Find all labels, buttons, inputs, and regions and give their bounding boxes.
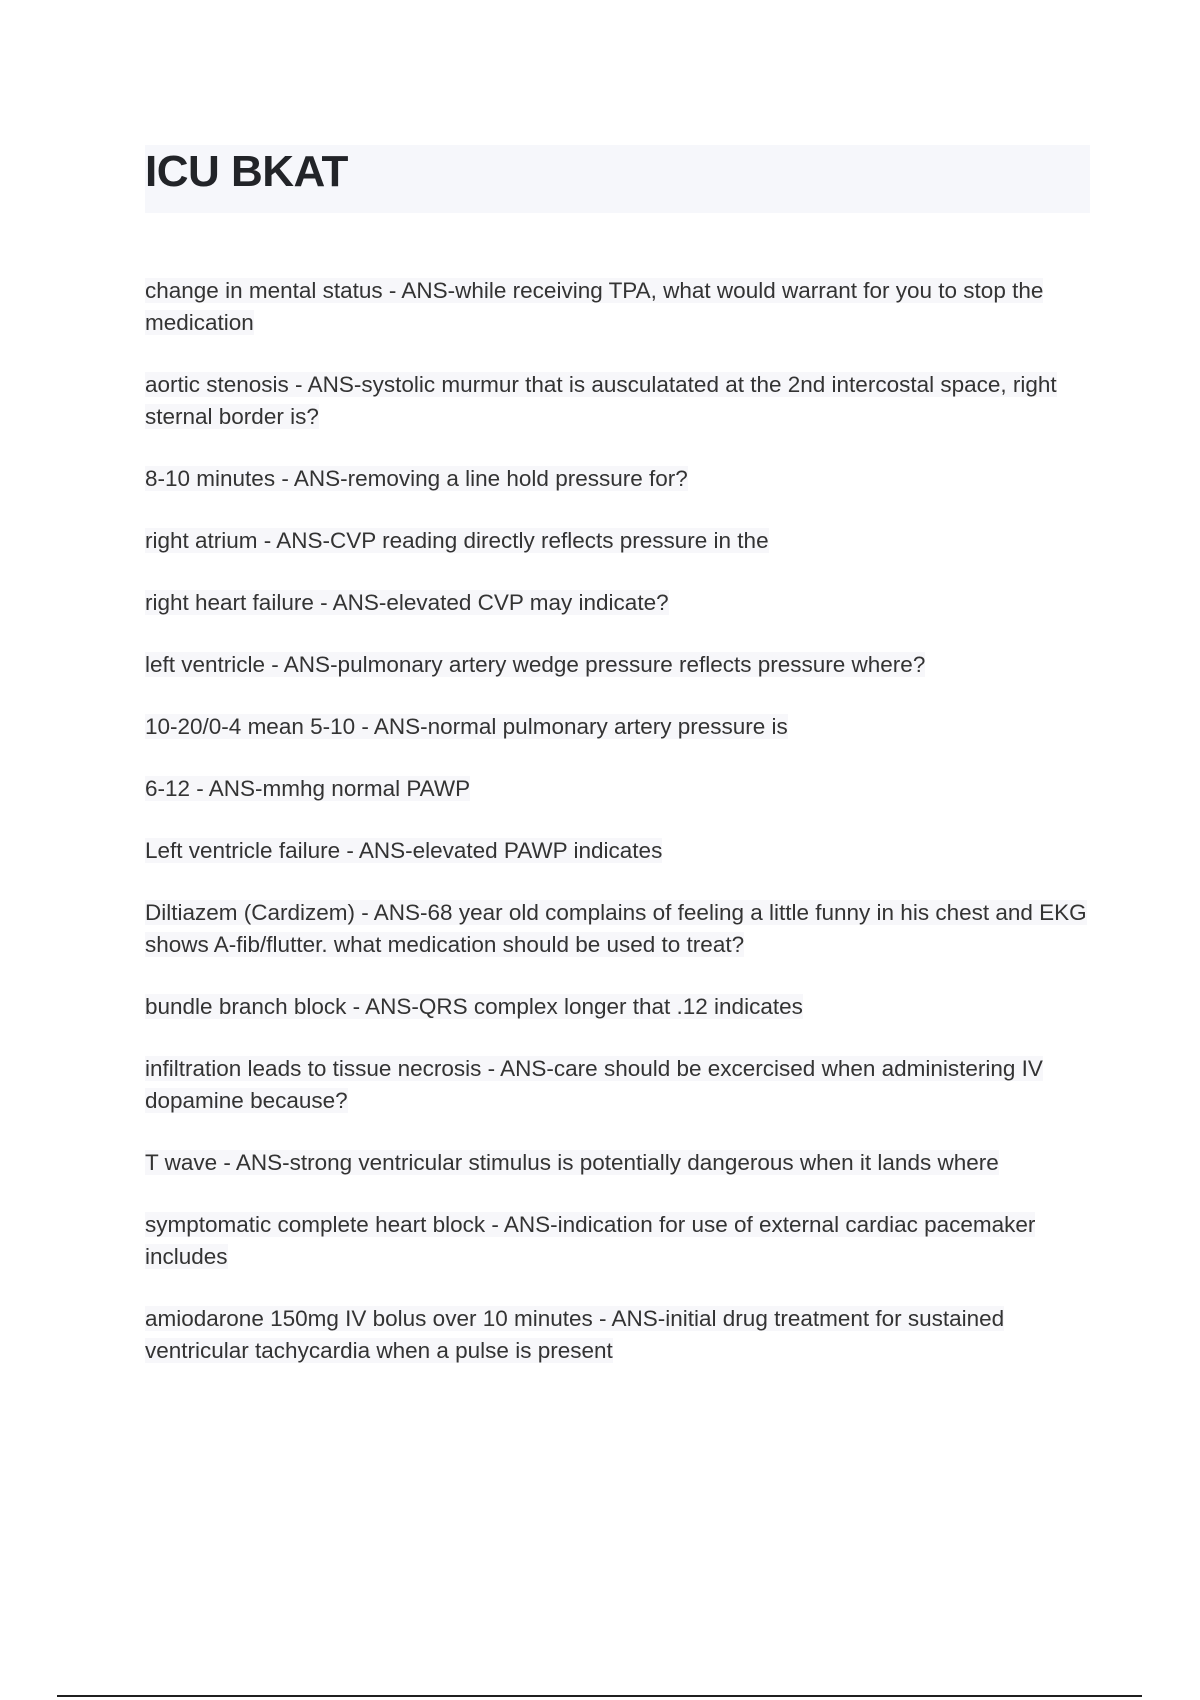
qa-item (145, 711, 1090, 743)
qa-item (145, 649, 1090, 681)
qa-item (145, 773, 1090, 805)
qa-list (145, 275, 1090, 1397)
qa-item-text: right heart failure - ANS-elevated CVP may indicate? (145, 590, 669, 615)
qa-item-text: aortic stenosis - ANS-systolic murmur that is ausculatated at the 2nd intercostal space, right sternal border is? (145, 372, 1057, 429)
page-title: ICU BKAT (145, 147, 348, 196)
qa-item-text: symptomatic complete heart block - ANS-indication for use of external cardiac pacemaker includes (145, 1212, 1036, 1269)
qa-item (145, 1209, 1090, 1273)
qa-item-text: T wave - ANS-strong ventricular stimulus is potentially dangerous when it lands where (145, 1150, 999, 1175)
qa-item-text: right atrium - ANS-CVP reading directly reflects pressure in the (145, 528, 769, 553)
qa-item (145, 1147, 1090, 1179)
qa-item (145, 463, 1090, 495)
qa-item-text: Diltiazem (Cardizem) - ANS-68 year old complains of feeling a little funny in his chest and EKG shows A-fib/flutter. what medication should be used to treat? (145, 900, 1087, 957)
qa-item (145, 587, 1090, 619)
qa-item-text: 8-10 minutes - ANS-removing a line hold pressure for? (145, 466, 688, 491)
qa-item-text: left ventricle - ANS-pulmonary artery wedge pressure reflects pressure where? (145, 652, 926, 677)
qa-item-text: 10-20/0-4 mean 5-10 - ANS-normal pulmonary artery pressure is (145, 714, 788, 739)
qa-item-text: change in mental status - ANS-while receiving TPA, what would warrant for you to stop the medication (145, 278, 1044, 335)
qa-item (145, 835, 1090, 867)
qa-item (145, 991, 1090, 1023)
qa-item-text: Left ventricle failure - ANS-elevated PAWP indicates (145, 838, 663, 863)
footer-divider (57, 1695, 1142, 1697)
qa-item (145, 369, 1090, 433)
qa-item (145, 1053, 1090, 1117)
qa-item-text: infiltration leads to tissue necrosis - ANS-care should be excercised when administering IV dopamine because? (145, 1056, 1043, 1113)
qa-item (145, 1303, 1090, 1367)
page-title-bar (145, 145, 1090, 213)
qa-item-text: bundle branch block - ANS-QRS complex longer that .12 indicates (145, 994, 803, 1019)
qa-item (145, 897, 1090, 961)
qa-item-text: 6-12 - ANS-mmhg normal PAWP (145, 776, 471, 801)
qa-item (145, 525, 1090, 557)
qa-item-text: amiodarone 150mg IV bolus over 10 minutes - ANS-initial drug treatment for sustained ventricular tachycardia when a pulse is present (145, 1306, 1005, 1363)
qa-item (145, 275, 1090, 339)
